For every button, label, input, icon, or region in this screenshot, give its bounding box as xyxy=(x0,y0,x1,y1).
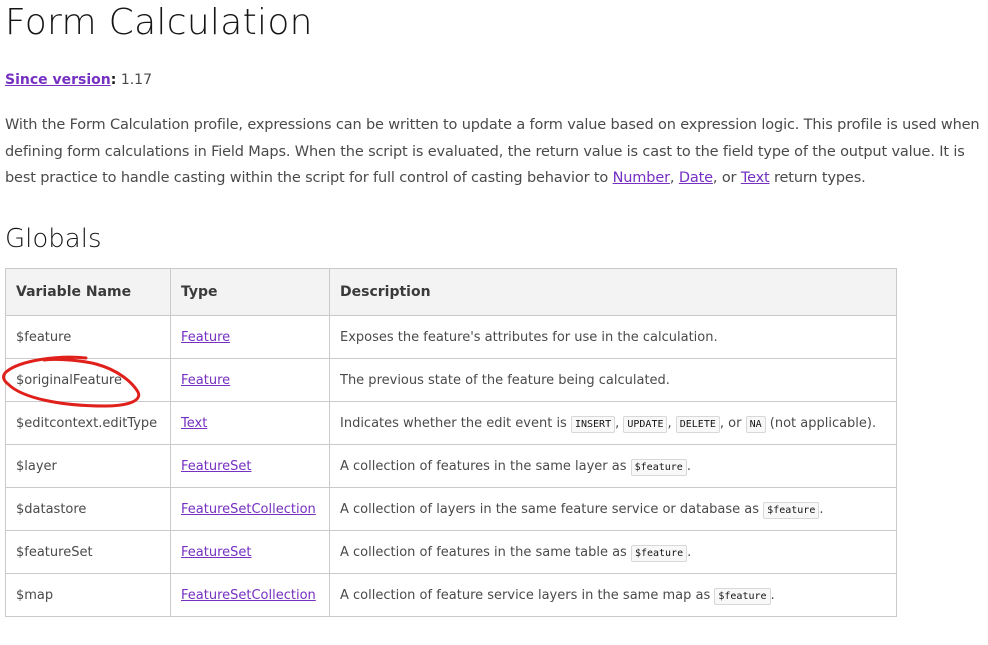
code-feature: $feature xyxy=(631,459,687,476)
description: A collection of features in the same layer as $feature . xyxy=(330,445,897,488)
variable-name: $editcontext.editType xyxy=(6,402,171,445)
since-version-link[interactable]: Since version xyxy=(5,72,111,88)
header-description: Description xyxy=(330,269,897,316)
table-header-row xyxy=(6,269,897,316)
page-title: Form Calculation xyxy=(5,2,313,43)
code-delete: DELETE xyxy=(676,416,720,433)
variable-name: $originalFeature xyxy=(6,359,171,402)
code-update: UPDATE xyxy=(623,416,667,433)
description: A collection of features in the same table as $feature . xyxy=(330,531,897,574)
date-link[interactable]: Date xyxy=(678,170,713,186)
code-feature: $feature xyxy=(763,502,819,519)
description: The previous state of the feature being calculated. xyxy=(330,359,897,402)
description: Exposes the feature's attributes for use in the calculation. xyxy=(330,316,897,359)
variable-name: $datastore xyxy=(6,488,171,531)
type-link[interactable]: Feature xyxy=(181,372,231,388)
type-link[interactable]: FeatureSetCollection xyxy=(181,501,316,517)
version-value: 1.17 xyxy=(120,72,152,88)
code-insert: INSERT xyxy=(571,416,615,433)
header-variable-name: Variable Name xyxy=(6,269,171,316)
code-na: NA xyxy=(746,416,766,433)
description: A collection of layers in the same feature service or database as $feature . xyxy=(330,488,897,531)
since-version: Since version: 1.17 xyxy=(5,72,152,88)
variable-name: $map xyxy=(6,574,171,617)
code-feature: $feature xyxy=(714,588,770,605)
table-row xyxy=(6,531,897,574)
type-link[interactable]: Feature xyxy=(181,329,231,345)
table-row xyxy=(6,316,897,359)
table-row xyxy=(6,488,897,531)
type-link[interactable]: FeatureSetCollection xyxy=(181,587,316,603)
table-row xyxy=(6,359,897,402)
intro-paragraph: With the Form Calculation profile, expressions can be written to update a form value based on expression logic. This profile is used when defining form calculations in Field Maps. When the script is evaluated, the return value is cast to the field type of the output value. It is best practice to handle casting within the script for full control of casting behavior to Number, Date, or Text return types. xyxy=(5,117,980,186)
variable-name: $featureSet xyxy=(6,531,171,574)
variable-name: $feature xyxy=(6,316,171,359)
table-row xyxy=(6,402,897,445)
type-link[interactable]: Text xyxy=(181,415,208,431)
type-link[interactable]: FeatureSet xyxy=(181,544,252,560)
table-row xyxy=(6,574,897,617)
description: A collection of feature service layers in the same map as $feature . xyxy=(330,574,897,617)
globals-table xyxy=(5,268,897,617)
table-row xyxy=(6,445,897,488)
number-link[interactable]: Number xyxy=(612,170,670,186)
type-link[interactable]: FeatureSet xyxy=(181,458,252,474)
variable-name: $layer xyxy=(6,445,171,488)
header-type: Type xyxy=(171,269,330,316)
description: Indicates whether the edit event is INSERT , UPDATE , DELETE , or NA (not applicable). xyxy=(330,402,897,445)
text-link[interactable]: Text xyxy=(740,170,770,186)
globals-heading: Globals xyxy=(5,224,102,254)
code-feature: $feature xyxy=(631,545,687,562)
